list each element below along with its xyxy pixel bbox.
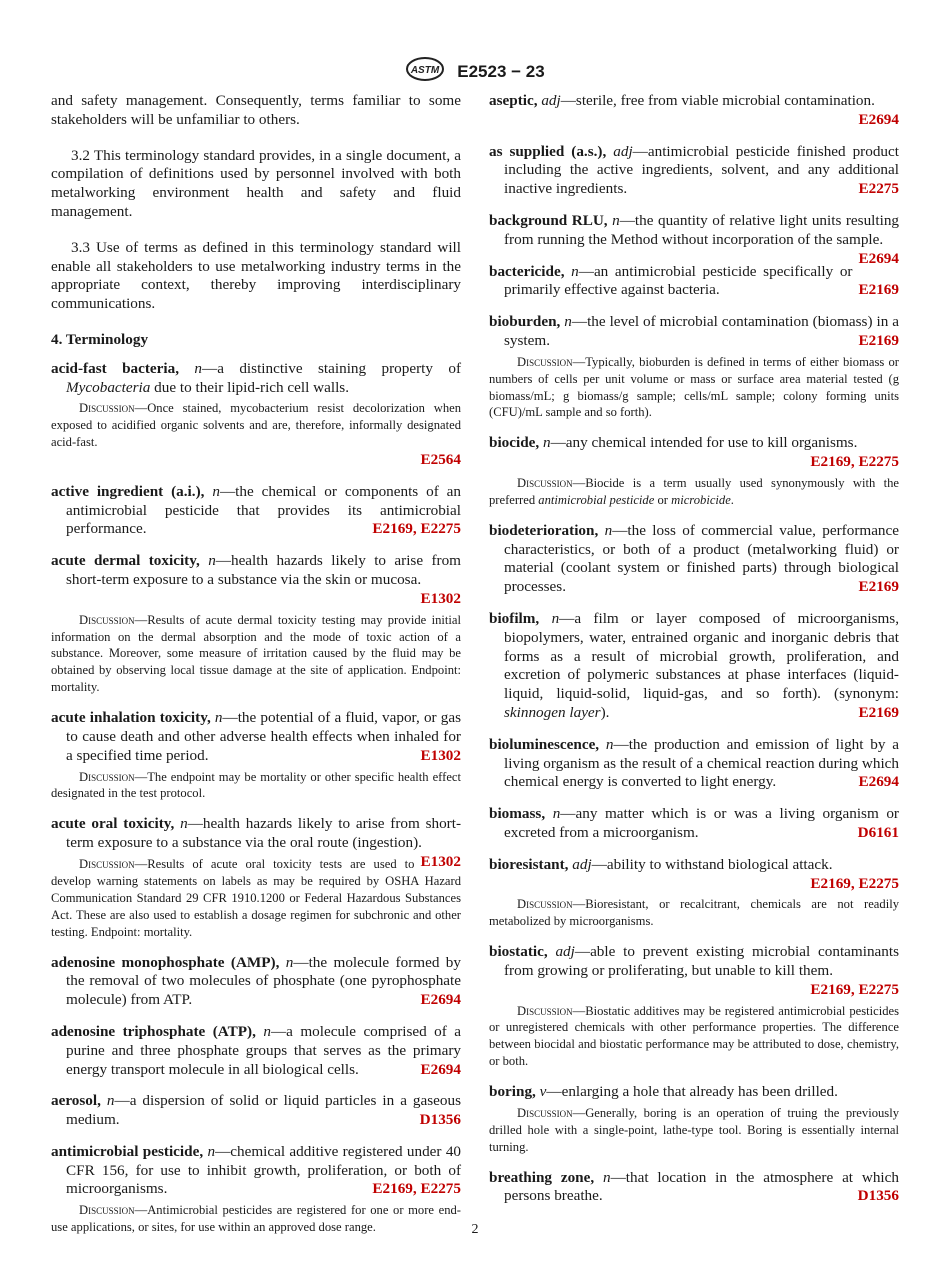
part-of-speech: n [106, 1092, 115, 1110]
discussion-emphasis-2: microbicide [671, 492, 731, 507]
part-of-speech: n [214, 709, 223, 727]
reference: E1302 [420, 852, 461, 870]
discussion: —Results of acute oral toxicity tests are used to develop warning statements on labels as may be required by OSHA Hazard Communication Standard 29 CFR 1910.1200 or Federal Hazardous Substances Act. These are also used to establish a dosage regimen for subchronic and other testing. Endpoint: mortality. [51, 856, 461, 939]
term-entry-aseptic [489, 92, 899, 130]
term: background RLU, [489, 211, 608, 229]
page-header [0, 56, 950, 87]
discussion-label: Discussion [79, 612, 135, 627]
definition: —ability to withstand biological attack. [591, 855, 833, 873]
definition: —a dispersion of solid or liquid particles in a gaseous medium. [66, 1092, 461, 1129]
discussion-label: Discussion [517, 1105, 573, 1120]
term: boring, [489, 1083, 536, 1101]
term: bactericide, [489, 262, 565, 280]
term-entry-boring [489, 1083, 899, 1156]
term: acute dermal toxicity, [51, 552, 200, 570]
term: bioburden, [489, 313, 561, 331]
reference: E2694 [858, 773, 899, 791]
reference: D1356 [857, 1187, 899, 1205]
term: bioluminescence, [489, 735, 600, 753]
definition: —the quantity of relative light units resulting from running the Method without incorporation of the sample. [504, 211, 900, 248]
discussion: —Results of acute dermal toxicity testing may provide initial information on the dermal absorption and the mode of toxic action of a substance. Moreover, some measure of irritation caused by the fluid may be obtained by observing local tissue damage at the site of application. Endpoint: mortality. [51, 612, 461, 695]
reference-1: E2169 [810, 874, 851, 892]
discussion: —Generally, boring is an operation of truing the previously drilled hole with a single-point, lathe-type tool. Boring is essentially internal turning. [489, 1105, 899, 1154]
term: active ingredient (a.i.), [51, 482, 205, 500]
reference: E2169 [858, 578, 899, 596]
part-of-speech: n [564, 313, 572, 331]
definition: —the molecule formed by the removal of two molecules of phosphate (one pyrophosphate molecule) from ATP. [66, 953, 461, 1009]
reference-2: E2275 [420, 1180, 461, 1198]
definition: —an antimicrobial pesticide specifically or primarily effective against bacteria. [504, 262, 853, 299]
reference-2: E2275 [858, 453, 899, 471]
discussion-label: Discussion [79, 769, 135, 784]
part-of-speech: n [208, 552, 216, 570]
definition: —any matter which is or was a living organism or excreted from a microorganism. [504, 805, 899, 841]
term-entry-biocide [489, 434, 899, 508]
reference-2: E2275 [858, 874, 899, 892]
term: adenosine triphosphate (ATP), [51, 1022, 256, 1040]
term-entry-biofilm [489, 610, 899, 723]
definition: —able to prevent existing microbial contaminants from growing or proliferating, but unable to kill them. [504, 943, 900, 979]
part-of-speech: n [263, 1022, 271, 1040]
definition: —enlarging a hole that already has been drilled. [546, 1083, 838, 1101]
part-of-speech: n [612, 211, 620, 229]
discussion: —Biocide is a term usually used synonymously with the preferred [489, 475, 899, 507]
reference: D6161 [857, 823, 899, 841]
definition: —sterile, free from viable microbial contamination. [560, 92, 875, 109]
term-entry-background-rlu [489, 211, 900, 267]
term-entry-bioburden [489, 313, 899, 421]
definition-tail: ). [600, 703, 610, 721]
discussion: —Typically, bioburden is defined in terms of either biomass or numbers of cells per unit volume or mass or surface area material tested (g biomass/mL; g biomass/g sample; cells/mL sample; colony forming units (CFU)/mL sample and so forth). [489, 354, 899, 420]
term-entry-as-supplied [489, 143, 899, 199]
reference: E2694 [420, 1060, 461, 1078]
term-entry-bioresistant [489, 856, 899, 930]
reference [489, 981, 899, 1000]
term: antimicrobial pesticide, [51, 1142, 204, 1160]
term: breathing zone, [489, 1168, 595, 1186]
right-column [489, 92, 899, 1219]
discussion: —Biostatic additives may be registered antimicrobial pesticides or unregistered chemicals with other performance properties. The difference between biocidal and biostatic performance may be attributed to dose, chemistry, or both. [489, 1003, 899, 1069]
part-of-speech: adj [613, 142, 633, 160]
reference-1: E2169 [810, 453, 851, 471]
part-of-speech: n [604, 521, 613, 539]
definition: —that location in the atmosphere at which persons breathe. [504, 1168, 899, 1205]
term: bioresistant, [489, 855, 569, 873]
part-of-speech: n [212, 482, 220, 500]
reference: E2275 [858, 180, 899, 198]
discussion-or: or [654, 492, 672, 507]
part-of-speech: n [552, 805, 561, 823]
paragraph-3-2: 3.2 This terminology standard provides, in a single document, a compilation of definitions used by personnel involved with both metalworking environment health and safety and fluid management. [51, 146, 461, 220]
discussion: —The endpoint may be mortality or other specific health effect designated in the test protocol. [51, 769, 461, 801]
term: biomass, [489, 805, 546, 823]
term: aerosol, [51, 1092, 101, 1110]
term-entry-acid-fast-bacteria [51, 360, 461, 470]
reference: D1356 [419, 1111, 461, 1129]
reference-1: E2169 [372, 1180, 413, 1198]
term-entry-acute-dermal-toxicity [51, 552, 461, 696]
reference: E2169 [858, 281, 899, 299]
reference: E2694 [858, 249, 899, 267]
part-of-speech: n [551, 609, 560, 627]
term-entry-acute-inhalation-toxicity [51, 709, 461, 802]
part-of-speech: adj [555, 943, 575, 961]
discussion-label: Discussion [517, 475, 573, 490]
definition: —a film or layer composed of microorganisms, biopolymers, water, entrained organic and inorganic debris that forms as a result of microbial growth, proliferation, and excretion of polymeric substances at phase interfaces (liquid-liquid, liquid-solid, liquid-gas, and so forth). (synonym: [504, 609, 900, 703]
reference-2: E2275 [858, 980, 899, 998]
term: adenosine monophosphate (AMP), [51, 953, 280, 971]
reference-separator: , [850, 453, 859, 471]
definition: —the chemical or components of an antimicrobial pesticide that provides its antimicrobial performance. [66, 482, 461, 538]
reference-1: E2169 [810, 980, 851, 998]
reference: E2169 [858, 331, 899, 349]
reference: E2169 [858, 703, 899, 721]
term-entry-biodeterioration [489, 522, 899, 597]
term-entry-atp [51, 1023, 461, 1079]
discussion-label: Discussion [517, 1003, 573, 1018]
part-of-speech: n [571, 262, 579, 280]
definition: —the loss of commercial value, performance characteristics, or both of a product (metalworking fluid) or material (coolant system or finished parts) through biological processes. [504, 521, 900, 596]
term-entry-aerosol [51, 1092, 461, 1130]
term: acid-fast bacteria, [51, 359, 180, 377]
definition: —any chemical intended for use to kill organisms. [550, 434, 858, 452]
definition-emphasis: skinnogen layer [504, 703, 601, 721]
paragraph-3-3: 3.3 Use of terms as defined in this terminology standard will enable all stakeholders to use metalworking industry terms in the appropriate context, thereby improving interdisciplinary communications. [51, 238, 461, 313]
discussion-label: Discussion [79, 856, 135, 871]
reference-2: E2275 [420, 520, 461, 538]
reference [489, 453, 899, 472]
reference-separator: , [850, 980, 859, 998]
definition-emphasis: Mycobacteria [66, 378, 151, 396]
discussion: —Once stained, mycobacterium resist decolorization when exposed to acidified organic solvents and are, therefore, informally designated acid-fast. [51, 401, 461, 450]
discussion-end: . [730, 492, 734, 507]
reference: E1302 [420, 589, 461, 607]
definition: —health hazards likely to arise from short-term exposure to a substance via the skin or mucosa. [66, 552, 461, 589]
definition-tail: due to their lipid-rich cell walls. [150, 378, 349, 396]
term-entry-active-ingredient [51, 483, 461, 539]
reference [489, 875, 899, 894]
part-of-speech: n [180, 815, 188, 833]
part-of-speech: n [605, 735, 614, 753]
term: acute oral toxicity, [51, 815, 175, 833]
reference: E2694 [420, 991, 461, 1009]
reference-separator: , [850, 874, 859, 892]
term-entry-bactericide [489, 263, 899, 301]
term-entry-bioluminescence [489, 736, 899, 792]
part-of-speech: v [539, 1083, 547, 1101]
part-of-speech: n [603, 1168, 611, 1186]
part-of-speech: n [207, 1142, 216, 1160]
term-entry-amp [51, 954, 461, 1010]
term: acute inhalation toxicity, [51, 709, 211, 727]
standard-designation: E2523 − 23 [457, 61, 545, 81]
left-column [51, 92, 461, 1249]
term-entry-acute-oral-toxicity [51, 815, 461, 940]
logo-text: ASTM [411, 65, 440, 76]
term: biostatic, [489, 943, 548, 961]
part-of-speech: n [194, 359, 203, 377]
section-heading: 4. Terminology [51, 330, 149, 348]
reference: E1302 [420, 746, 461, 764]
definition: —a distinctive staining property of [202, 359, 462, 377]
reference [372, 1180, 461, 1199]
part-of-speech: adj [572, 855, 592, 873]
astm-logo-icon [405, 56, 445, 87]
discussion-label: Discussion [79, 401, 135, 416]
discussion: —Bioresistant, or recalcitrant, chemicals are not readily metabolized by microorganisms. [489, 897, 899, 929]
reference-separator: , [412, 520, 421, 538]
discussion-label: Discussion [517, 897, 573, 912]
definition: —a molecule comprised of a purine and three phosphate groups that serves as the primary energy transport molecule in all biological cells. [66, 1022, 462, 1078]
reference: E2694 [858, 110, 899, 128]
definition: —antimicrobial pesticide finished product including the active ingredients, solvent, and any additional inactive ingredients. [504, 142, 899, 198]
reference: E2564 [420, 451, 461, 469]
term: biocide, [489, 434, 540, 452]
reference-separator: , [412, 1180, 421, 1198]
term-entry-biomass [489, 805, 899, 843]
reference-1: E2169 [372, 520, 413, 538]
term-entry-breathing-zone [489, 1169, 899, 1207]
reference [372, 520, 461, 539]
definition: —the level of microbial contamination (biomass) in a system. [504, 313, 899, 349]
definition: —health hazards likely to arise from short-term exposure to a substance via the oral route (ingestion). [66, 815, 462, 852]
part-of-speech: adj [541, 92, 561, 109]
part-of-speech: n [543, 434, 551, 452]
term: as supplied (a.s.), [489, 142, 607, 160]
part-of-speech: n [285, 953, 294, 971]
discussion-emphasis-1: antimicrobial pesticide [538, 492, 655, 507]
discussion: —Antimicrobial pesticides are registered for one or more end-use applications, or sites, for use within an approved dose range. [51, 1203, 461, 1235]
definition: —chemical additive registered under 40 CFR 156, for use to inhibit growth, proliferation, or both of microorganisms. [66, 1142, 462, 1198]
definition: —the potential of a fluid, vapor, or gas to cause death and other adverse health effects when inhaled for a specified time period. [66, 709, 462, 764]
term: biofilm, [489, 609, 540, 627]
term: aseptic, [489, 92, 538, 109]
discussion-label: Discussion [79, 1203, 135, 1218]
page-number: 2 [471, 1222, 479, 1237]
discussion-label: Discussion [517, 354, 573, 369]
term: biodeterioration, [489, 521, 599, 539]
definition: —the production and emission of light by a living organism as the result of a chemical reaction during which chemical energy is converted to light energy. [504, 735, 900, 791]
intro-continuation: and safety management. Consequently, terms familiar to some stakeholders will be unfamiliar to others. [51, 92, 461, 128]
term-entry-biostatic [489, 943, 899, 1070]
